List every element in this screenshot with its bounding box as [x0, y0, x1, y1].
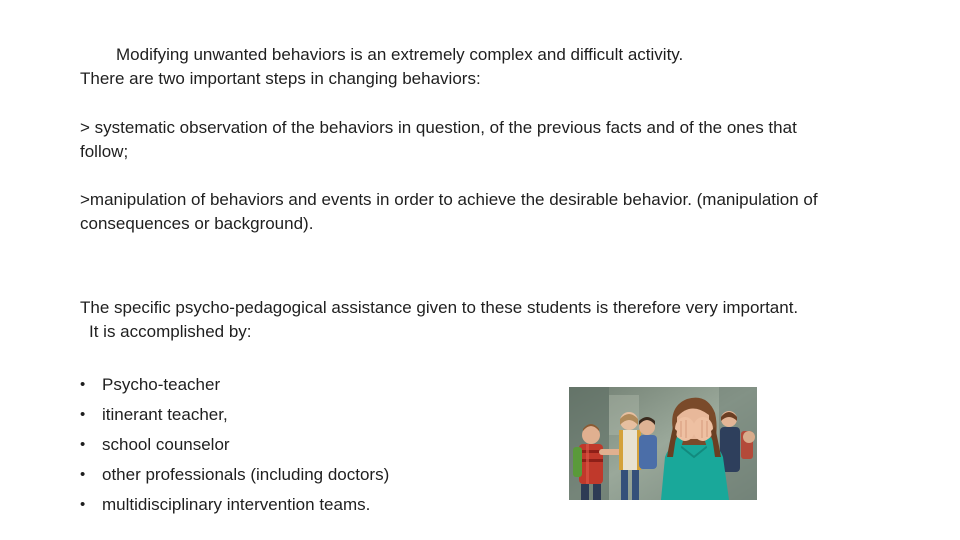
step-2-line-2: consequences or background). [80, 214, 314, 233]
step-1-paragraph [80, 116, 900, 164]
step-2-line-1: >manipulation of behaviors and events in order to achieve the desirable behavior. (manipulation of [80, 190, 818, 209]
bullet-icon: • [80, 496, 86, 513]
list-item-text: other professionals (including doctors) [102, 465, 390, 484]
list-item [80, 373, 389, 403]
list-item-text: school counselor [102, 435, 230, 454]
photo-bullying-scene-icon [569, 387, 757, 500]
assistance-line-1: The specific psycho-pedagogical assistance given to these students is therefore very important. [80, 298, 799, 317]
intro-paragraph [80, 43, 900, 91]
bullet-icon: • [80, 406, 86, 423]
assistance-list [80, 373, 389, 523]
list-item [80, 433, 389, 463]
bullying-photo [569, 387, 757, 500]
bullet-icon: • [80, 376, 86, 393]
step-2-paragraph [80, 188, 900, 236]
bullet-icon: • [80, 466, 86, 483]
step-1-line-1: > systematic observation of the behaviors in question, of the previous facts and of the ones that [80, 118, 797, 137]
list-item-text: Psycho-teacher [102, 375, 221, 394]
list-item [80, 493, 389, 523]
step-1-line-2: follow; [80, 142, 129, 161]
bullet-icon: • [80, 436, 86, 453]
list-item-text: multidisciplinary intervention teams. [102, 495, 371, 514]
list-item [80, 403, 389, 433]
list-item-text: itinerant teacher, [102, 405, 228, 424]
intro-line-1: Modifying unwanted behaviors is an extremely complex and difficult activity. [116, 45, 684, 64]
intro-line-2: There are two important steps in changing behaviors: [80, 69, 481, 88]
assistance-paragraph [80, 296, 900, 344]
assistance-line-2: It is accomplished by: [89, 322, 252, 341]
list-item [80, 463, 389, 493]
